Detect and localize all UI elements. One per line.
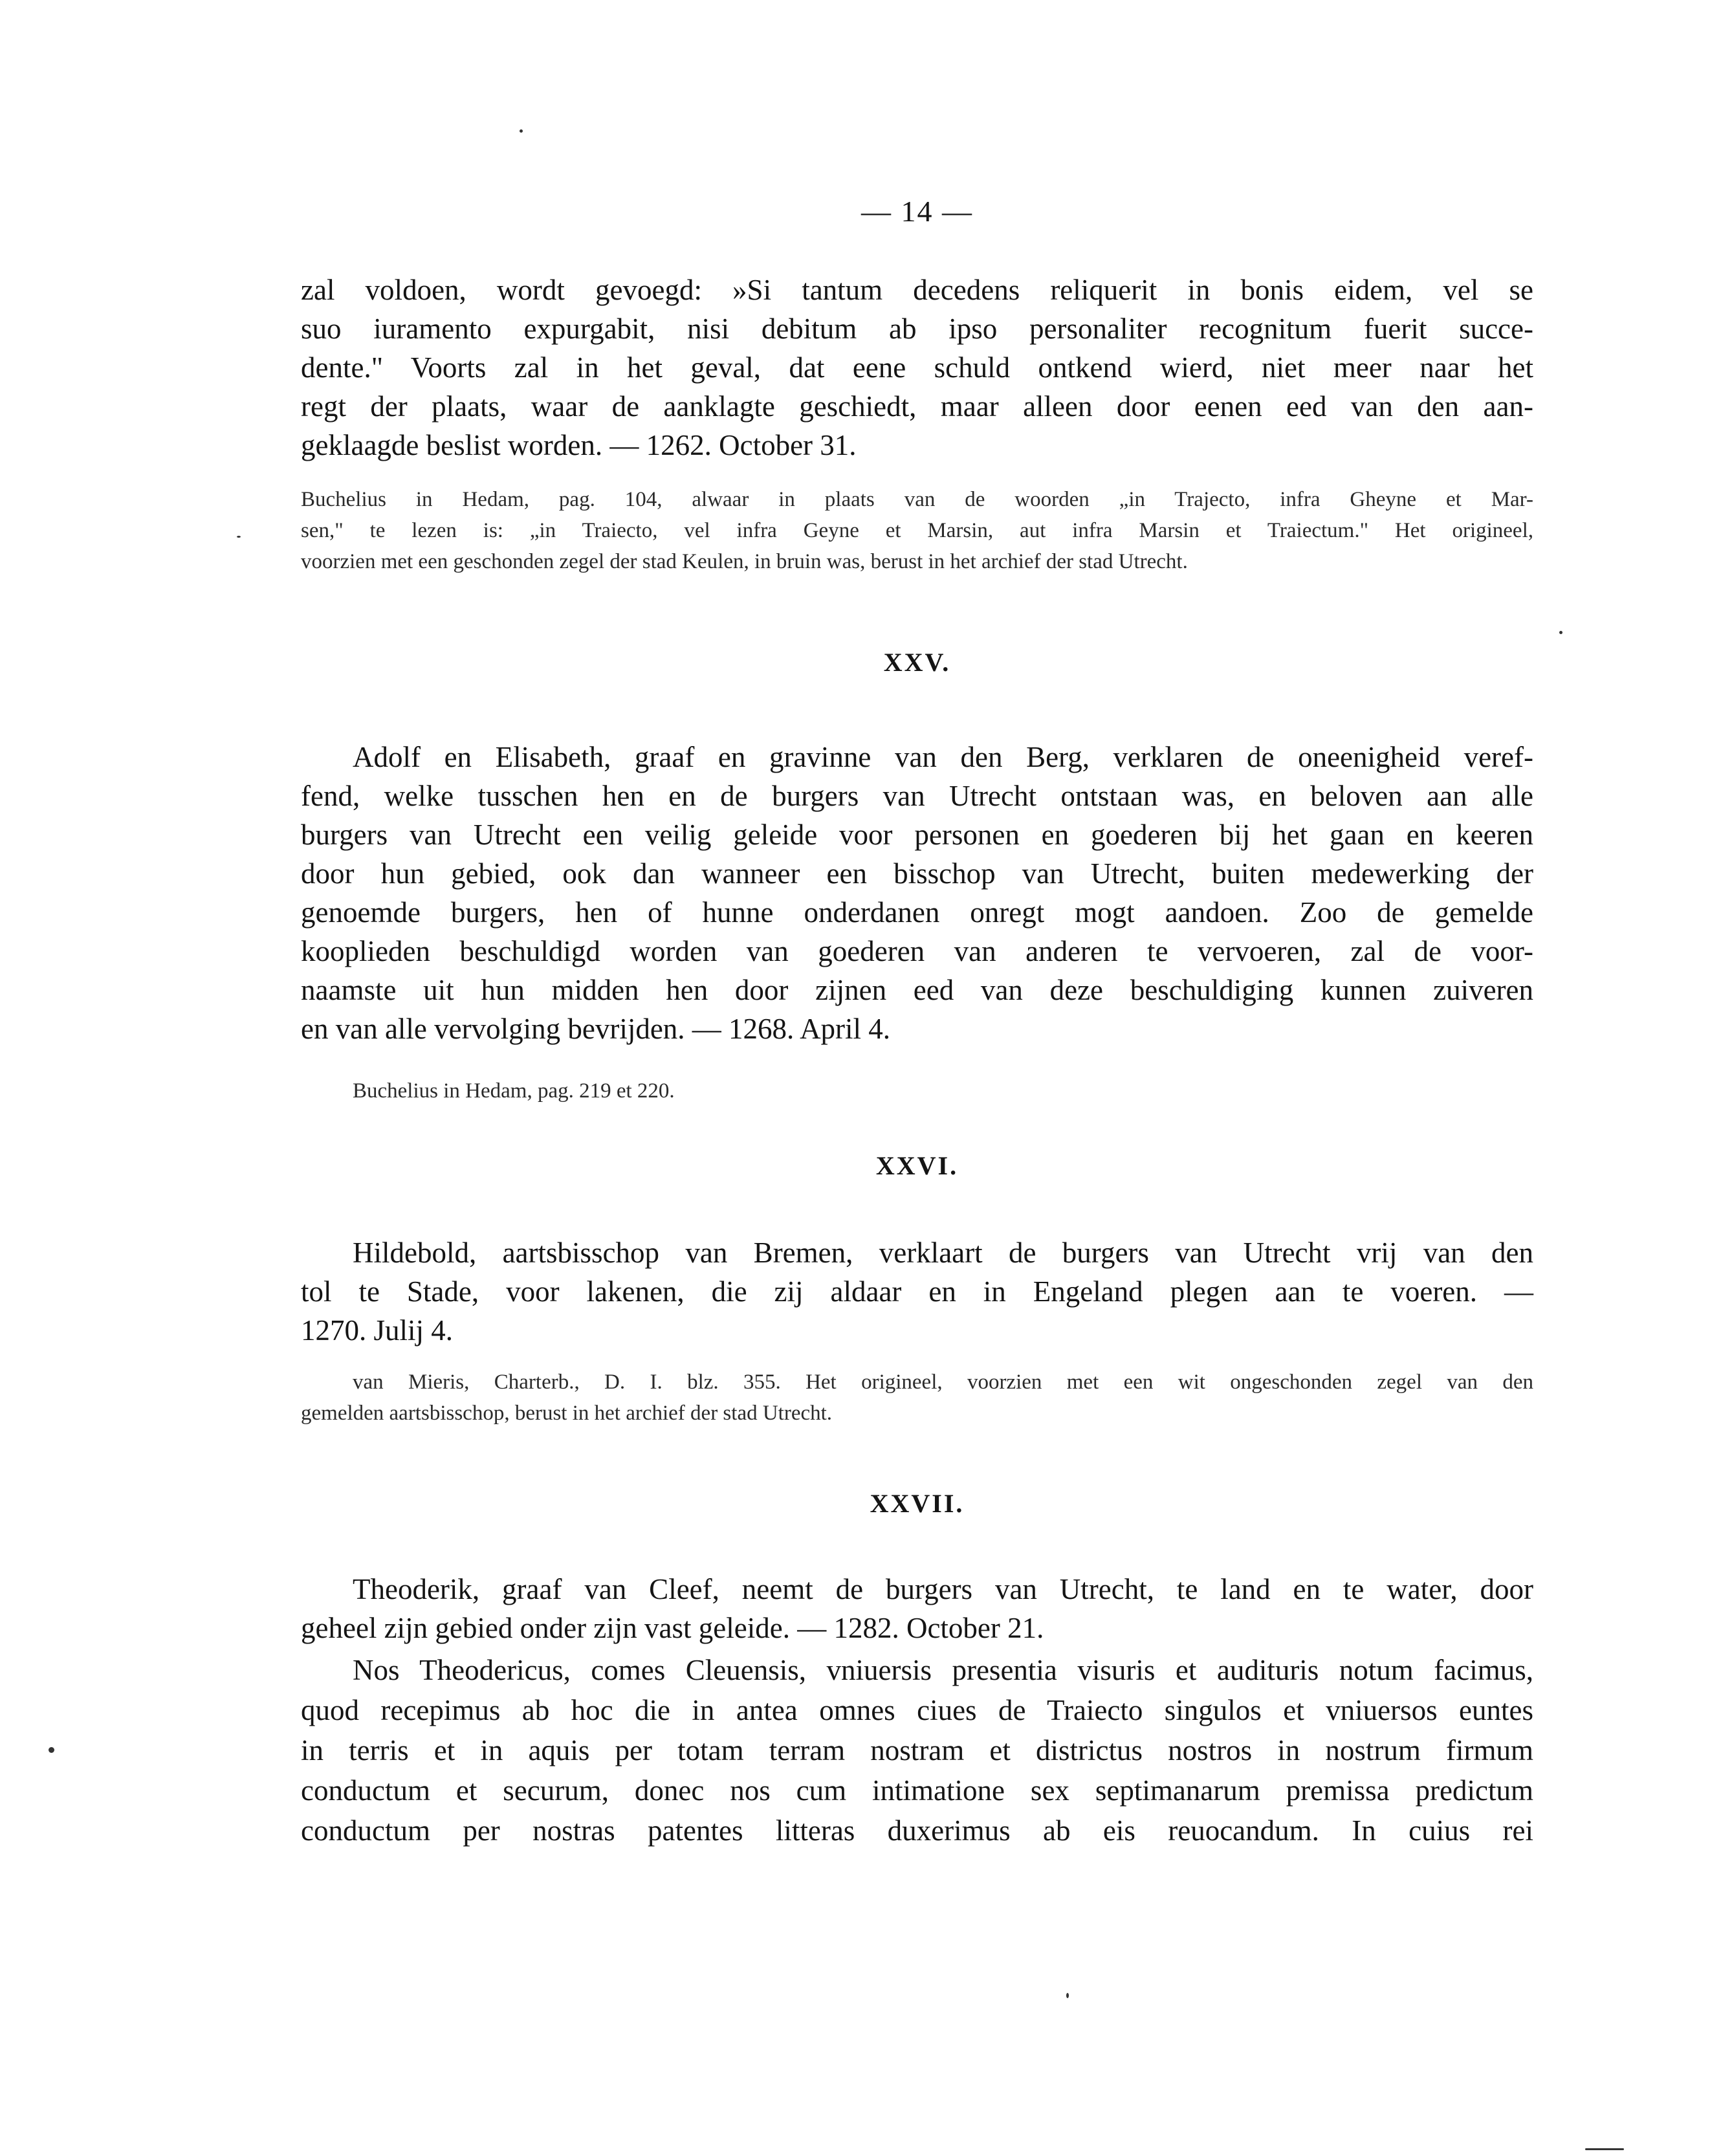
latin-line: in terris et in aquis per totam terram nostram et districtus nostros in nostrum firmum — [301, 1734, 1533, 1766]
text-line: regt der plaats, waar de aanklagte geschiedt, maar alleen door eenen eed van den aan- — [301, 390, 1533, 423]
latin-charter — [301, 1650, 1533, 1851]
latin-line: conductum et securum, donec nos cum intimatione sex septimanarum premissa predictum — [301, 1774, 1533, 1807]
text-line: dente." Voorts zal in het geval, dat eene schuld ontkend wierd, niet meer naar het — [301, 351, 1533, 384]
text-line: tol te Stade, voor lakenen, die zij aldaar en in Engeland plegen aan te voeren. — — [301, 1275, 1533, 1308]
scan-speck — [1559, 631, 1562, 634]
section-27-charter-text — [301, 1650, 1533, 1851]
section-24-note — [301, 484, 1533, 577]
latin-line: Nos Theodericus, comes Cleuensis, vniuersis presentia visuris et audituris notum facimus, — [353, 1654, 1533, 1686]
text-line: Hildebold, aartsbisschop van Bremen, verklaart de burgers van Utrecht vrij van den — [353, 1237, 1533, 1269]
text-line: Adolf en Elisabeth, graaf en gravinne van den Berg, verklaren de oneenigheid veref- — [353, 741, 1533, 773]
footnote — [301, 484, 1533, 577]
text-line: 1270. Julij 4. — [301, 1314, 454, 1347]
section-26-text — [301, 1233, 1533, 1350]
text-line: geheel zijn gebied onder zijn vast geleide. — 1282. October 21. — [301, 1612, 1044, 1644]
section-25-text — [301, 738, 1533, 1048]
text-line: fend, welke tusschen hen en de burgers van Utrecht ontstaan was, en beloven aan alle — [301, 780, 1533, 812]
scan-speck — [237, 536, 241, 538]
note-line: van Mieris, Charterb., D. I. blz. 355. Het origineel, voorzien met een wit ongeschonden zegel van den — [353, 1370, 1533, 1394]
section-25-note — [301, 1075, 1585, 1106]
latin-line: conductum per nostras patentes litteras duxerimus ab eis reuocandum. In cuius rei — [301, 1814, 1533, 1847]
note-line: gemelden aartsbisschop, berust in het archief der stad Utrecht. — [301, 1402, 833, 1425]
section-heading-xxvi: XXVI. — [875, 1151, 959, 1180]
section-27-text — [301, 1570, 1533, 1647]
section-26-note — [301, 1367, 1533, 1429]
text-line: burgers van Utrecht een veilig geleide voor personen en goederen bij het gaan en keeren — [301, 819, 1533, 851]
section-26-summary — [301, 1233, 1533, 1350]
note-line: voorzien met een geschonden zegel der stad Keulen, in bruin was, berust in het archief der stad Utrecht. — [301, 550, 1188, 573]
page-number: — 14 — — [861, 195, 973, 228]
footnote — [353, 1075, 1585, 1106]
text-line: zal voldoen, wordt gevoegd: »Si tantum decedens reliquerit in bonis eidem, vel se — [301, 274, 1533, 306]
section-25-summary — [301, 738, 1533, 1048]
note-line: sen," te lezen is: „in Traiecto, vel infra Geyne et Marsin, aut infra Marsin et Traiectum." Het origineel, — [301, 519, 1533, 542]
section-heading-xxv: XXV. — [883, 648, 951, 677]
section-27-summary — [301, 1570, 1533, 1647]
document-page — [301, 0, 1533, 2156]
scan-speck — [520, 129, 523, 133]
scan-speck — [1585, 2148, 1624, 2150]
note-line: Buchelius in Hedam, pag. 219 et 220. — [353, 1079, 675, 1103]
note-line: Buchelius in Hedam, pag. 104, alwaar in plaats van de woorden „in Trajecto, infra Gheyne et Mar- — [301, 488, 1533, 511]
scan-speck — [1066, 1993, 1069, 1998]
section-heading-xxvii: XXVII. — [870, 1489, 965, 1518]
text-line: naamste uit hun midden hen door zijnen eed van deze beschuldiging kunnen zuiveren — [301, 974, 1533, 1006]
text-line: door hun gebied, ook dan wanneer een bisschop van Utrecht, buiten medewerking der — [301, 857, 1533, 890]
text-line: geklaagde beslist worden. — 1262. October 31. — [301, 429, 857, 461]
text-line: genoemde burgers, hen of hunne onderdanen onregt mogt aandoen. Zoo de gemelde — [301, 896, 1533, 929]
text-line: kooplieden beschuldigd worden van goederen van anderen te vervoeren, zal de voor- — [301, 935, 1533, 967]
latin-line: quod recepimus ab hoc die in antea omnes ciues de Traiecto singulos et vniuersos euntes — [301, 1694, 1533, 1726]
footnote — [301, 1367, 1533, 1429]
text-line: Theoderik, graaf van Cleef, neemt de burgers van Utrecht, te land en te water, door — [353, 1573, 1533, 1605]
section-24-continuation — [301, 270, 1533, 465]
text-line: suo iuramento expurgabit, nisi debitum ab ipso personaliter recognitum fuerit succe- — [301, 313, 1533, 345]
text-line: en van alle vervolging bevrijden. — 1268. April 4. — [301, 1013, 891, 1045]
scan-speck — [49, 1747, 54, 1753]
section-24-text — [301, 270, 1533, 465]
